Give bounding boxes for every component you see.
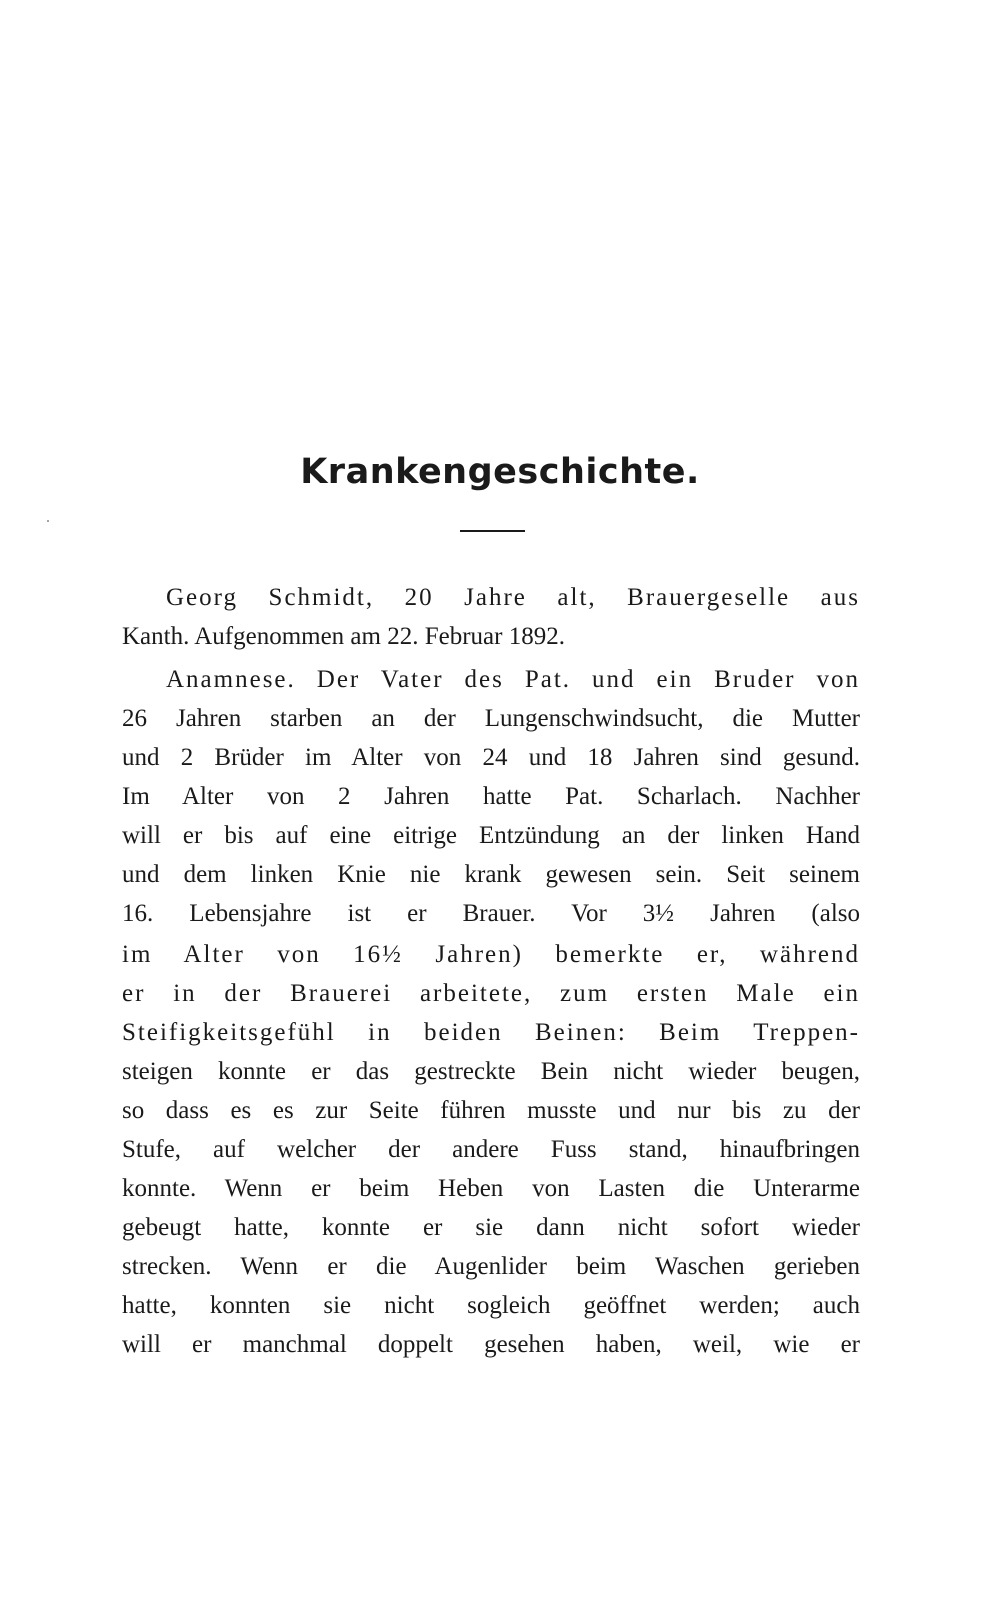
- text-line: und dem linken Knie nie krank gewesen sein. Seit seinem: [122, 861, 860, 888]
- text-line: Kanth. Aufgenommen am 22. Februar 1892.: [122, 623, 565, 650]
- text-line: strecken. Wenn er die Augenlider beim Waschen gerieben: [122, 1253, 860, 1280]
- text-line: hatte, konnten sie nicht sogleich geöffnet werden; auch: [122, 1292, 860, 1319]
- text-line: Stufe, auf welcher der andere Fuss stand, hinaufbringen: [122, 1136, 860, 1163]
- text-line: 16. Lebensjahre ist er Brauer. Vor 3½ Jahren (also: [122, 900, 860, 927]
- text-line: Georg Schmidt, 20 Jahre alt, Brauergeselle aus: [166, 584, 860, 611]
- text-line: 26 Jahren starben an der Lungenschwindsucht, die Mutter: [122, 705, 860, 732]
- page-title: Krankengeschichte.: [300, 452, 700, 492]
- text-line: und 2 Brüder im Alter von 24 und 18 Jahren sind gesund.: [122, 744, 860, 771]
- scan-speck: [47, 520, 49, 522]
- text-line: er in der Brauerei arbeitete, zum ersten Male ein: [122, 980, 860, 1007]
- text-line: gebeugt hatte, konnte er sie dann nicht sofort wieder: [122, 1214, 860, 1241]
- text-line: will er manchmal doppelt gesehen haben, weil, wie er: [122, 1331, 860, 1358]
- text-line: will er bis auf eine eitrige Entzündung an der linken Hand: [122, 822, 860, 849]
- text-line: steigen konnte er das gestreckte Bein nicht wieder beugen,: [122, 1058, 860, 1085]
- text-line: konnte. Wenn er beim Heben von Lasten die Unterarme: [122, 1175, 860, 1202]
- title-divider: [460, 530, 525, 532]
- text-line: Steifigkeitsgefühl in beiden Beinen: Beim Treppen-: [122, 1019, 860, 1046]
- text-line: Im Alter von 2 Jahren hatte Pat. Scharlach. Nachher: [122, 783, 860, 810]
- text-line: im Alter von 16½ Jahren) bemerkte er, während: [122, 941, 860, 968]
- text-line: Anamnese. Der Vater des Pat. und ein Bruder von: [166, 666, 860, 693]
- text-line: so dass es es zur Seite führen musste und nur bis zu der: [122, 1097, 860, 1124]
